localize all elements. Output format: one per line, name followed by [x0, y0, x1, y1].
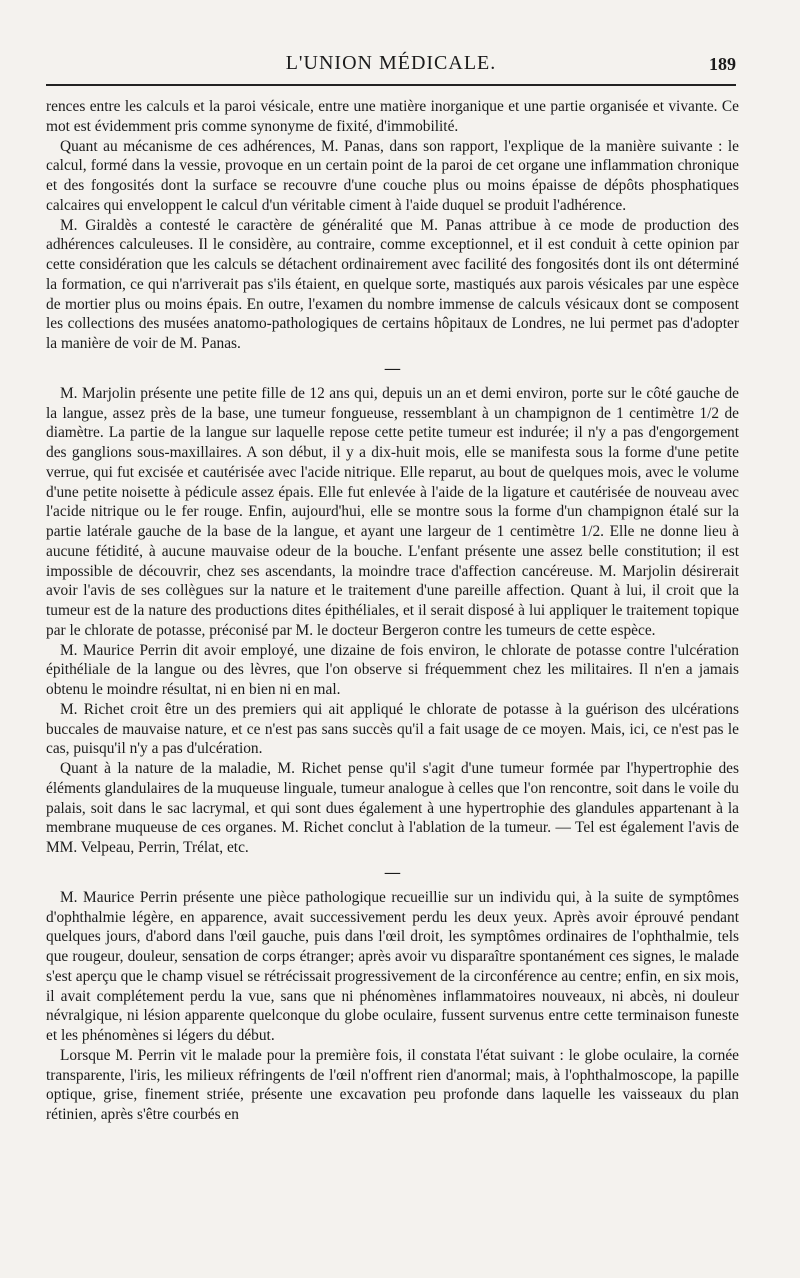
- paragraph-panas-mechanism: Quant au mécanisme de ces adhérences, M. Panas, dans son rapport, l'explique de la manière suivante : le calcul, formé dans la vessie, provoque en un certain point de la paroi de cet organe une inflammation chronique et des fongosités dont la surface se recouvre d'une couche plus ou moins épaisse de dépôts phosphatiques calcaires qui enveloppent le calcul d'un véritable ciment à l'aide duquel se produit l'adhérence.: [46, 137, 739, 214]
- page-header: [46, 52, 736, 78]
- paragraph-marjolin: M. Marjolin présente une petite fille de 12 ans qui, depuis un an et demi environ, porte sur le côté gauche de la langue, assez près de la base, une tumeur fongueuse, ressemblant à un champignon de 1 centimètre 1/2 de diamètre. La partie de la langue sur laquelle repose cette petite tumeur est indurée; il n'y a pas d'engorgement des ganglions sous-maxillaires. A son début, il y a dix-huit mois, elle se manifesta sous la forme d'une petite verrue, qui fut excisée et cautérisée avec l'acide nitrique. Elle reparut, au bout de quelques mois, avec le volume d'une petite noisette à pédicule assez épais. Elle fut enlevée à l'aide de la ligature et cautérisée de nouveau avec l'acide nitrique ou le fer rouge. Enfin, aujourd'hui, elle se montre sous la forme d'un champignon étalé sur la partie latérale gauche de la base de la langue, et ayant une largeur de 1 centimètre 1/2. Elle ne donne lieu à aucune fétidité, à aucune mauvaise odeur de la bouche. L'enfant présente une assez belle constitution; il est impossible de découvrir, chez ses ascendants, la moindre trace d'affection cancéreuse. M. Marjolin désirerait avoir l'avis de ses collègues sur la nature et le traitement d'une pareille affection. Quant à lui, il croit que la tumeur est de la nature des productions dites épithéliales, et il serait disposé à lui appliquer le traitement topique par le chlorate de potasse, préconisé par M. le docteur Bergeron contre les tumeurs de cette espèce.: [46, 384, 739, 639]
- paragraph-richet-nature: Quant à la nature de la maladie, M. Richet pense qu'il s'agit d'une tumeur formée par l'hypertrophie des éléments glandulaires de la muqueuse linguale, tumeur analogue à celles que l'on rencontre, soit dans le voile du palais, soit dans le sac lacrymal, et qui sont dues également à une hypertrophie des glandules appartenant à la membrane muqueuse de ces organes. M. Richet conclut à l'ablation de la tumeur. — Tel est également l'avis de MM. Velpeau, Perrin, Trélat, etc.: [46, 760, 739, 856]
- header-rule: [46, 84, 736, 86]
- article-body: [46, 97, 739, 1125]
- paragraph-perrin-ophthalmie: M. Maurice Perrin présente une pièce pathologique recueillie sur un individu qui, à la suite de symptômes d'ophthalmie légère, en apparence, avait successivement perdu les deux yeux. Après avoir éprouvé pendant quelques jours, d'abord dans l'œil gauche, puis dans l'œil droit, les symptômes ordinaires de l'ophthalmie, tels que rougeur, douleur, sensation de corps étranger; après avoir vu disparaître spontanément ces signes, le malade s'est aperçu que le champ visuel se rétrécissait progressivement de la circonférence au centre; enfin, en six mois, il avait complétement perdu la vue, sans que ni phénomènes inflammatoires nouveaux, ni abcès, ni douleur névralgique, ni lésion apparente quelconque du globe oculaire, fussent survenus entre cette terminaison funeste et les phénomènes si légers du début.: [46, 888, 739, 1044]
- paragraph-continuation: rences entre les calculs et la paroi vésicale, entre une matière inorganique et une partie organisée et vivante. Ce mot est évidemment pris comme synonyme de fixité, d'immobilité.: [46, 98, 739, 135]
- section-separator: —: [384, 359, 401, 377]
- paragraph-perrin-chlorate: M. Maurice Perrin dit avoir employé, une dizaine de fois environ, le chlorate de potasse contre l'ulcération épithéliale de la langue ou des lèvres, que l'on observe si fréquemment chez les militaires. Il n'en a jamais obtenu le moindre résultat, ni en bien ni en mal.: [46, 641, 739, 698]
- section-separator: —: [384, 863, 401, 881]
- running-title: L'UNION MÉDICALE.: [285, 52, 497, 74]
- paragraph-richet-chlorate: M. Richet croit être un des premiers qui ait appliqué le chlorate de potasse à la guérison des ulcérations buccales de mauvaise nature, et ce n'est pas sans succès qu'il a fait usage de ce moyen. Mais, ici, ce n'est pas le cas, puisqu'il n'y a pas d'ulcération.: [46, 700, 739, 758]
- page-number: 189: [709, 54, 736, 74]
- paragraph-giraldes: M. Giraldès a contesté le caractère de généralité que M. Panas attribue à ce mode de production des adhérences calculeuses. Il le considère, au contraire, comme exceptionnel, et il est conduit à cette opinion par cette considération que les calculs se détachent ordinairement avec facilité des fongosités dont ils ont déterminé la formation, ce qui n'arriverait pas s'ils étaient, en quelque sorte, mastiqués aux parois vésicales par une espèce de mortier plus ou moins épais. En outre, l'examen du nombre immense de calculs vésicaux dont se composent les collections des musées anatomo-pathologiques de certains hôpitaux de Londres, ne lui permet pas d'adopter la manière de voir de M. Panas.: [46, 216, 739, 352]
- paragraph-perrin-examen: Lorsque M. Perrin vit le malade pour la première fois, il constata l'état suivant : le globe oculaire, la cornée transparente, l'iris, les milieux réfringents de l'œil n'offrent rien d'anormal; mais, à l'ophthalmoscope, la papille optique, grise, finement striée, présente une excavation peu profonde dans laquelle les vaisseaux du plan rétinien, après s'être courbés en: [46, 1046, 739, 1123]
